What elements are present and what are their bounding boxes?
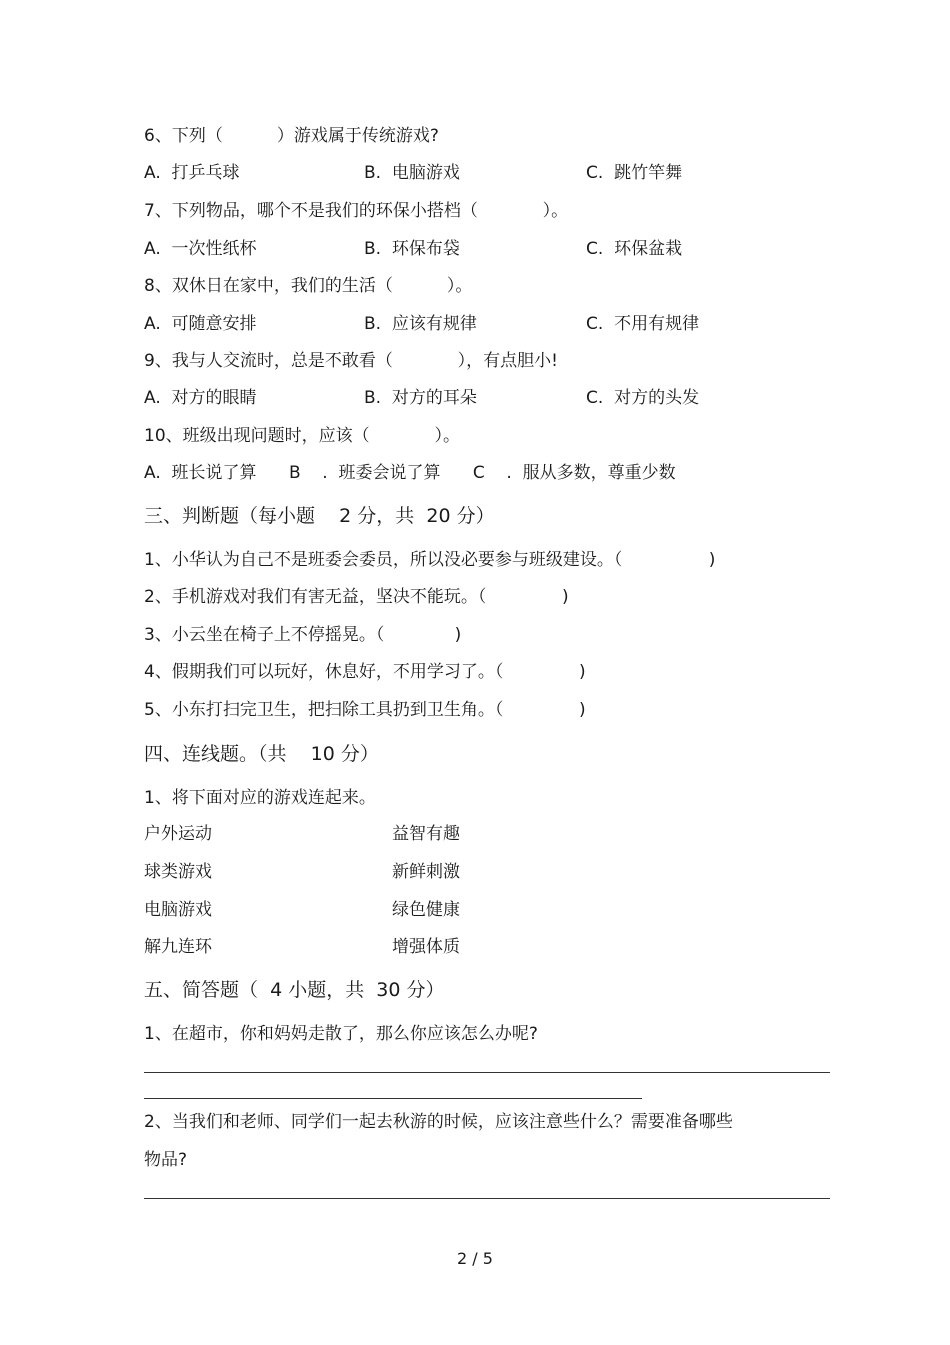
page-number: 2 / 5 <box>457 1249 493 1268</box>
match-right-1: 益智有趣 <box>392 824 460 844</box>
q7-option-c: C. 环保盆栽 <box>586 239 683 259</box>
judge-item-1: 1、小华认为自己不是班委会委员，所以没必要参与班级建设。（ ) <box>144 550 716 570</box>
q10-options: A. 班长说了算 B . 班委会说了算 C . 服从多数，尊重少数 <box>144 463 676 483</box>
short-answer-1: 1、在超市，你和妈妈走散了，那么你应该怎么办呢? <box>144 1024 538 1044</box>
question-10: 10、班级出现问题时，应该（ ）。 <box>144 426 460 446</box>
section-5-title: 五、简答题（ 4 小题，共 30 分） <box>144 979 445 1001</box>
section-4-title: 四、连线题。（共 10 分） <box>144 743 379 765</box>
question-8: 8、双休日在家中，我们的生活（ ）。 <box>144 276 473 296</box>
answer-line <box>144 1072 830 1073</box>
answer-line <box>144 1098 642 1099</box>
judge-item-4: 4、假期我们可以玩好，休息好，不用学习了。（ ) <box>144 662 586 682</box>
matching-prompt: 1、将下面对应的游戏连起来。 <box>144 788 376 808</box>
q6-option-b: B. 电脑游戏 <box>364 163 460 183</box>
question-9: 9、我与人交流时，总是不敢看（ ），有点胆小! <box>144 351 558 371</box>
short-answer-2-cont: 物品? <box>144 1150 188 1170</box>
judge-item-3: 3、小云坐在椅子上不停摇晃。（ ) <box>144 625 462 645</box>
q9-option-a: A. 对方的眼睛 <box>144 388 257 408</box>
q8-option-c: C. 不用有规律 <box>586 314 700 334</box>
match-right-2: 新鲜刺激 <box>392 862 460 882</box>
q8-option-a: A. 可随意安排 <box>144 314 257 334</box>
match-left-2: 球类游戏 <box>144 862 212 882</box>
q6-option-c: C. 跳竹竿舞 <box>586 163 683 183</box>
match-left-4: 解九连环 <box>144 937 212 957</box>
match-right-4: 增强体质 <box>392 937 460 957</box>
answer-line <box>144 1198 830 1199</box>
q6-option-a: A. 打乒乓球 <box>144 163 240 183</box>
q9-option-b: B. 对方的耳朵 <box>364 388 477 408</box>
question-6: 6、下列（ ）游戏属于传统游戏? <box>144 126 439 146</box>
section-3-title: 三、判断题（每小题 2 分，共 20 分） <box>144 505 495 527</box>
match-right-3: 绿色健康 <box>392 900 460 920</box>
match-left-1: 户外运动 <box>144 824 212 844</box>
q7-option-b: B. 环保布袋 <box>364 239 460 259</box>
question-7: 7、下列物品，哪个不是我们的环保小搭档（ ）。 <box>144 201 569 221</box>
q9-option-c: C. 对方的头发 <box>586 388 700 408</box>
q8-option-b: B. 应该有规律 <box>364 314 477 334</box>
short-answer-2: 2、当我们和老师、同学们一起去秋游的时候，应该注意些什么？需要准备哪些 <box>144 1112 733 1132</box>
judge-item-2: 2、手机游戏对我们有害无益，坚决不能玩。（ ) <box>144 587 569 607</box>
q7-option-a: A. 一次性纸杯 <box>144 239 257 259</box>
judge-item-5: 5、小东打扫完卫生，把扫除工具扔到卫生角。（ ) <box>144 700 586 720</box>
match-left-3: 电脑游戏 <box>144 900 212 920</box>
